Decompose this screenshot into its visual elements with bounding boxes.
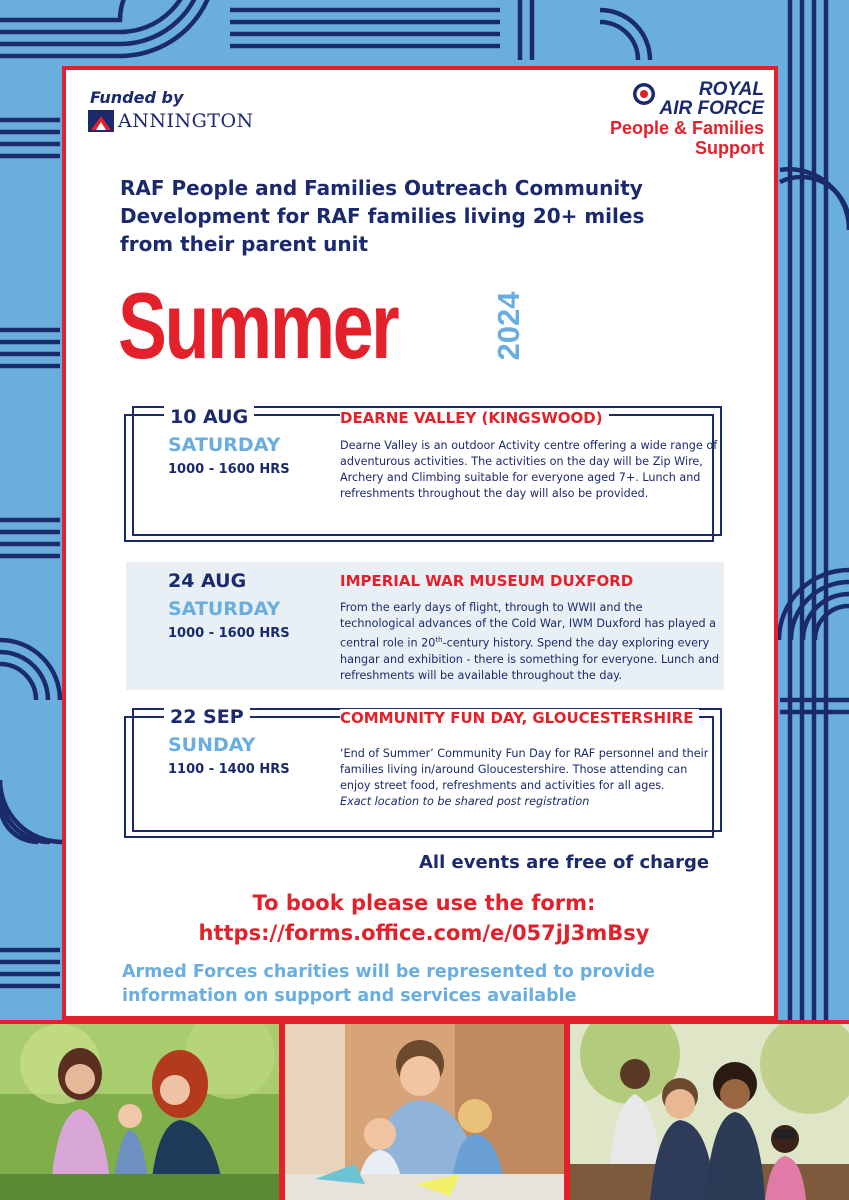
booking-link[interactable]: https://forms.office.com/e/057jJ3mBsy xyxy=(198,921,650,945)
event-title: DEARNE VALLEY (KINGSWOOD) xyxy=(340,409,609,427)
season-year: 2024 xyxy=(491,291,526,361)
annington-logo xyxy=(88,110,254,132)
event-time: 1100 - 1400 HRS xyxy=(168,762,290,777)
event-description: ‘End of Summer’ Community Fun Day for RAF personnel and their families living in/around Gloucestershire. Those attending can enjoy street food, refreshments and activities for all ages. Exact location to be shared post registration xyxy=(340,746,720,810)
event-date: 10 AUG xyxy=(164,406,254,428)
season-title: Summer xyxy=(118,273,398,378)
event-date: 24 AUG xyxy=(168,570,247,592)
free-notice: All events are free of charge xyxy=(419,852,710,873)
event-time: 1000 - 1600 HRS xyxy=(168,626,290,641)
funded-by-label: Funded by xyxy=(90,88,184,107)
event-1 xyxy=(124,404,724,550)
photo-mother-children-picnic xyxy=(0,1024,279,1200)
event-3 xyxy=(124,704,724,844)
raf-support-line1: People & Families xyxy=(609,118,764,138)
photo-family-outdoors xyxy=(570,1024,849,1200)
event-note: Exact location to be shared post registration xyxy=(340,795,590,808)
charities-notice: Armed Forces charities will be represented to provide information on support and services available xyxy=(122,962,655,1006)
raf-roundel-icon xyxy=(632,82,656,106)
event-day: SUNDAY xyxy=(168,734,256,756)
raf-support-line2: Support xyxy=(695,138,764,158)
event-date: 22 SEP xyxy=(164,706,250,728)
annington-wordmark: ANNINGTON xyxy=(118,110,254,132)
raf-name-line1: ROYAL xyxy=(698,79,764,100)
annington-house-icon xyxy=(88,110,114,132)
event-time: 1000 - 1600 HRS xyxy=(168,462,290,477)
raf-logo xyxy=(610,80,764,158)
booking-prompt: To book please use the form: xyxy=(252,891,596,915)
event-day: SATURDAY xyxy=(168,598,281,620)
event-title: IMPERIAL WAR MUSEUM DUXFORD xyxy=(340,572,634,590)
event-card xyxy=(62,66,778,1020)
event-title: COMMUNITY FUN DAY, GLOUCESTERSHIRE xyxy=(340,709,699,727)
event-day: SATURDAY xyxy=(168,434,281,456)
event-description: From the early days of flight, through to WWII and the technological advances of the Cold War, IWM Duxford has played a central role in 20th-century history. Spend the day exploring every hangar and exhibition - there is something for everyone. Lunch and refreshments will be available throughout the day. xyxy=(340,601,720,682)
raf-name-line2: AIR FORCE xyxy=(659,98,764,119)
photo-father-children-crafts xyxy=(285,1024,564,1200)
event-description: Dearne Valley is an outdoor Activity centre offering a wide range of adventurous activities. The activities on the day will be Zip Wire, Archery and Climbing suitable for everyone aged 7+. Lunch and refreshments throughout the day will also be provided. xyxy=(340,439,718,500)
event-2 xyxy=(124,560,724,692)
headline: RAF People and Families Outreach Community Development for RAF families living 20+ miles from their parent unit xyxy=(120,176,645,256)
